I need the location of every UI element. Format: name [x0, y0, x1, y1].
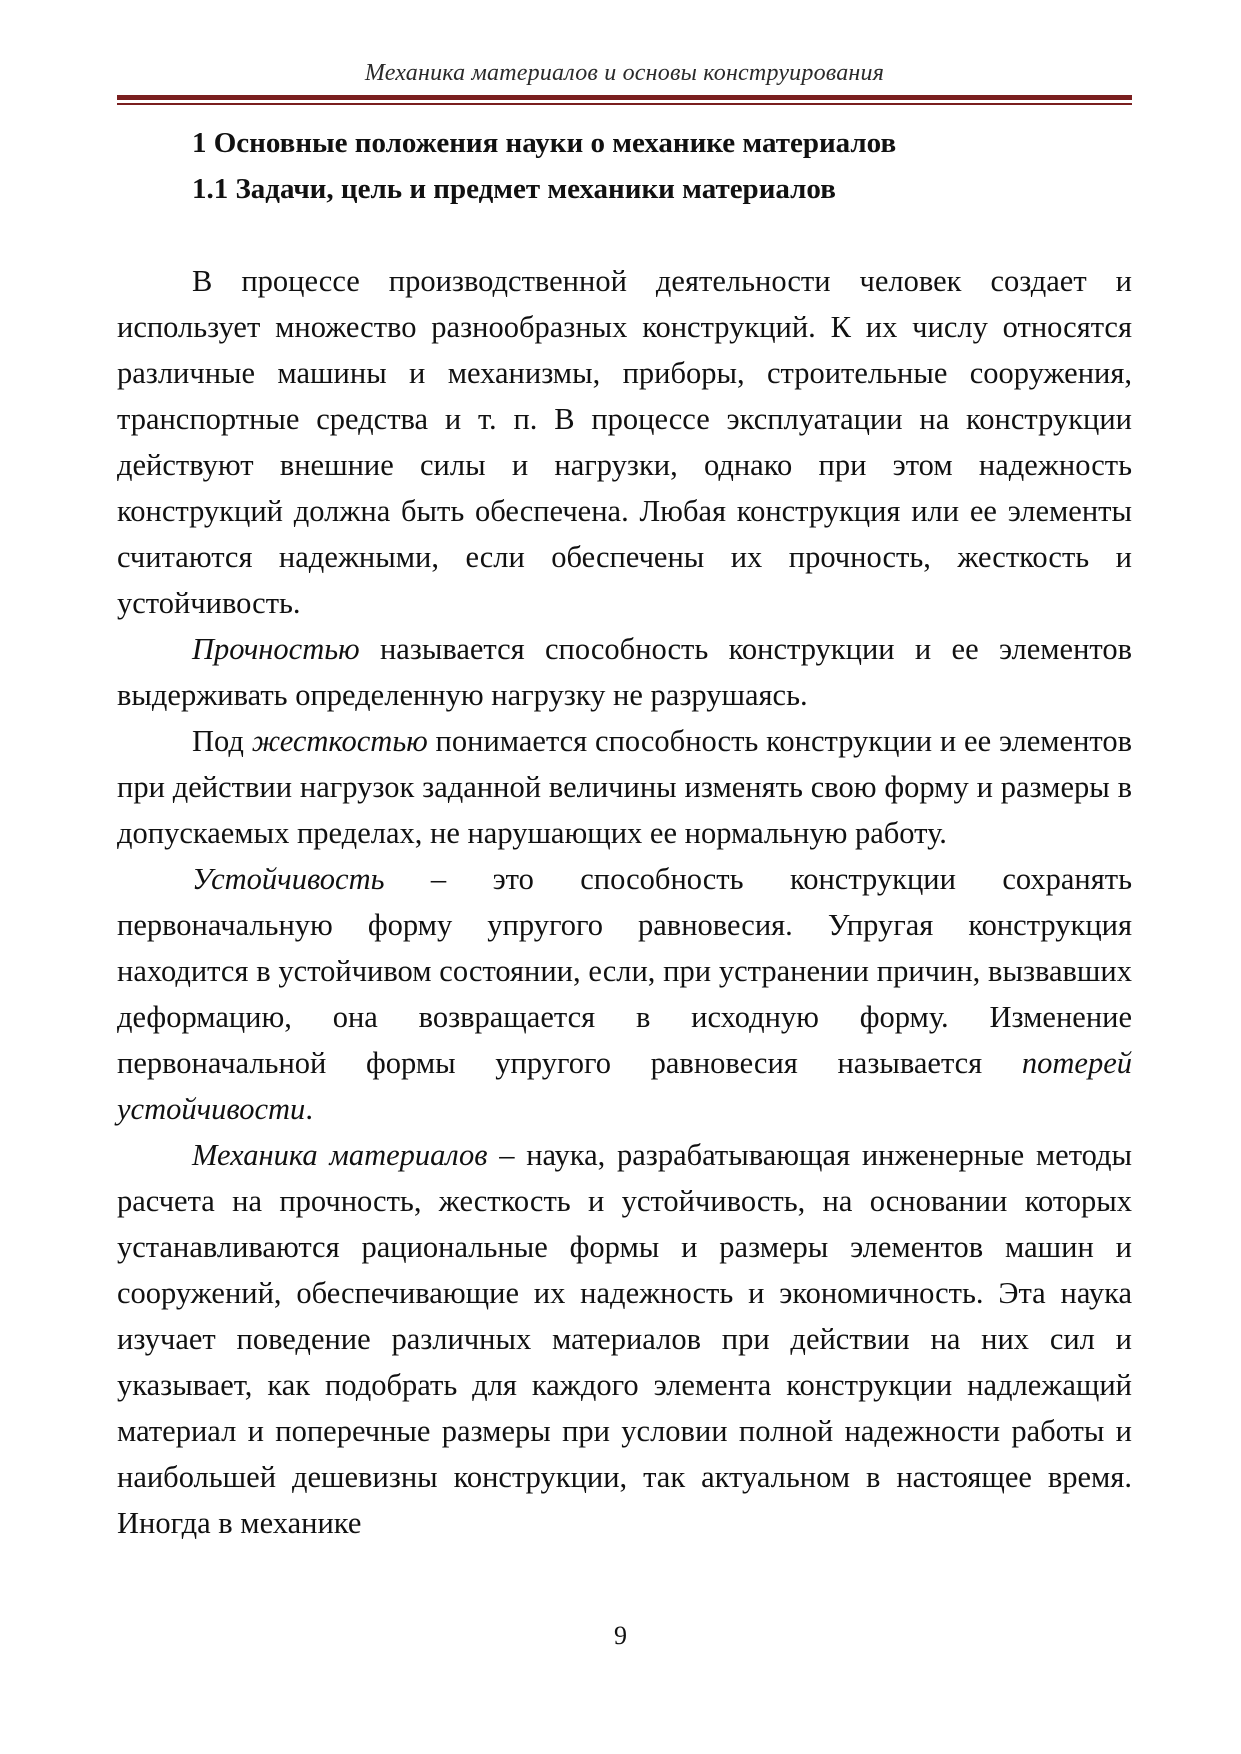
stiffness-definition: понимается способность конструкции и ее элементов при действии нагрузок заданной величины изменять свою форму и размеры в допускаемых пределах, не нарушающих ее нормальную работу. [117, 724, 1132, 850]
paragraph-intro: В процессе производственной деятельности человек создает и использует множество разнообразных конструкций. К их числу относятся различные машины и механизмы, приборы, строительные сооружения, транспортные средства и т. п. В процессе эксплуатации на конструкции действуют внешние силы и нагрузки, однако при этом надежность конструкций должна быть обеспечена. Любая конструкция или ее элементы считаются надежными, если обеспечены их прочность, жесткость и устойчивость. [117, 264, 1132, 620]
stability-definition: – это способность конструкции сохранять первоначальную форму упругого равновесия. Упругая конструкция находится в устойчивом состоянии, если, при устранении причин, вызвавших деформацию, она возвращается в исходную форму. Изменение первоначальной формы упругого равновесия называется [117, 862, 1132, 1080]
term-mechanics-of-materials: Механика материалов [192, 1138, 488, 1172]
paragraph-stiffness [117, 718, 1132, 856]
term-stability: Устойчивость [192, 862, 385, 896]
mechanics-definition: – наука, разрабатывающая инженерные методы расчета на прочность, жесткость и устойчивость, на основании которых устанавливаются рациональные формы и размеры элементов машин и сооружений, обеспечивающие их надежность и экономичность. Эта наука изучает поведение различных материалов при действии на них сил и указывает, как подобрать для каждого элемента конструкции надлежащий материал и поперечные размеры при условии полной надежности работы и наибольшей дешевизны конструкции, так актуальном в настоящее время. Иногда в механике [117, 1138, 1133, 1540]
running-header: Механика материалов и основы конструирования [364, 60, 885, 86]
page-number: 9 [614, 1621, 627, 1650]
term-strength: Прочностью [192, 632, 360, 666]
paragraph-strength [117, 626, 1132, 718]
term-stiffness: жесткостью [251, 724, 428, 758]
paragraph-stability [117, 856, 1132, 1132]
strength-definition: называется способность конструкции и ее элементов выдерживать определенную нагрузку не разрушаясь. [117, 632, 1132, 712]
stability-end: . [305, 1092, 313, 1126]
stiffness-prefix: Под [192, 724, 252, 758]
term-loss-of-stability: потерей устойчивости [117, 1046, 1132, 1126]
header-rule-thick [117, 95, 1132, 100]
section-heading: 1.1 Задачи, цель и предмет механики материалов [192, 173, 836, 205]
body-text [117, 258, 1132, 1546]
paragraph-mechanics [117, 1132, 1132, 1546]
chapter-heading: 1 Основные положения науки о механике материалов [192, 127, 897, 159]
header-rule-thin [117, 103, 1132, 105]
